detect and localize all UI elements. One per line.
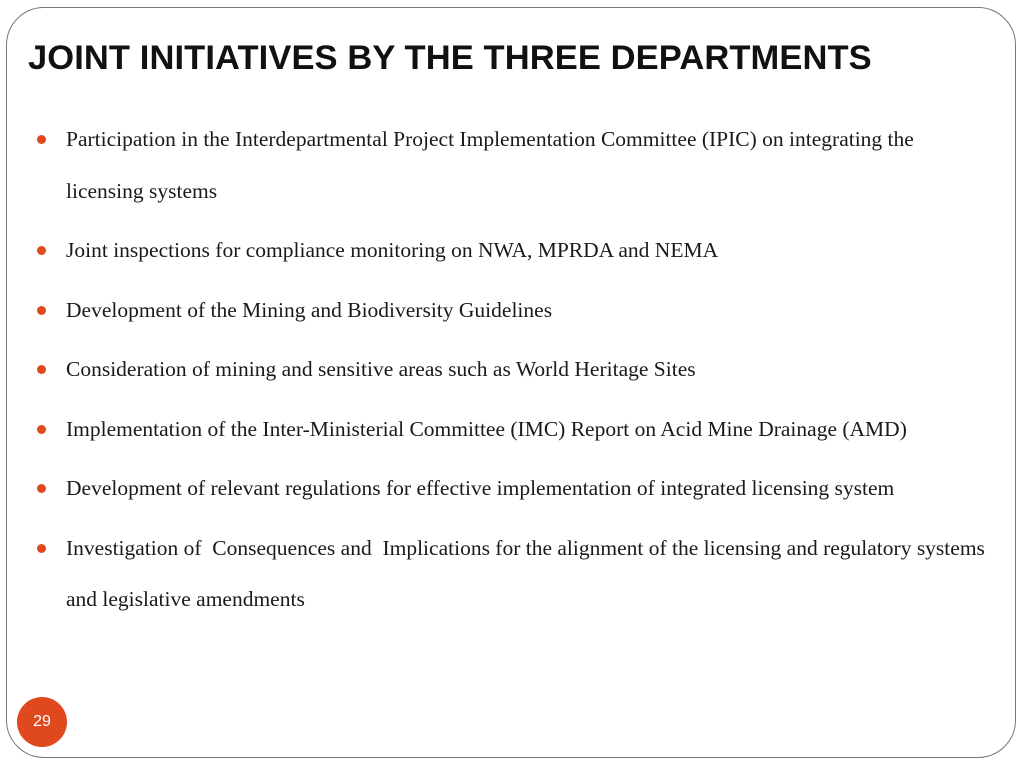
bullet-item: [36, 463, 986, 515]
bullet-item: [36, 114, 986, 217]
bullet-item: [36, 344, 986, 396]
bullet-item: [36, 523, 991, 626]
bullet-text: Development of the Mining and Biodiversity Guidelines: [66, 297, 553, 322]
bullet-text: Consideration of mining and sensitive areas such as World Heritage Sites: [66, 357, 696, 381]
bullet-text: Participation in the Interdepartmental Project Implementation Committee (IPIC) on integrating the licensing systems: [66, 127, 914, 203]
bullet-text: Investigation of Consequences and Implications for the alignment of the licensing and regulatory systems and legislative amendments: [66, 535, 991, 611]
bullet-item: [36, 225, 986, 277]
bullet-icon: [37, 544, 46, 553]
bullet-text: Implementation of the Inter-Ministerial Committee (IMC) Report on Acid Mine Drainage (AMD): [66, 416, 907, 441]
bullet-list: [36, 114, 991, 634]
bullet-icon: [37, 425, 46, 434]
bullet-icon: [37, 246, 46, 255]
bullet-item: [36, 285, 986, 337]
bullet-item: [36, 404, 986, 456]
slide-title: JOINT INITIATIVES BY THE THREE DEPARTMENTS: [28, 39, 872, 77]
bullet-icon: [37, 484, 46, 493]
bullet-icon: [37, 135, 46, 144]
bullet-icon: [37, 306, 46, 315]
bullet-text: Joint inspections for compliance monitoring on NWA, MPRDA and NEMA: [66, 238, 719, 262]
bullet-text: Development of relevant regulations for effective implementation of integrated licensing system: [66, 476, 895, 500]
bullet-icon: [37, 365, 46, 374]
page-number-badge: 29: [17, 697, 67, 747]
